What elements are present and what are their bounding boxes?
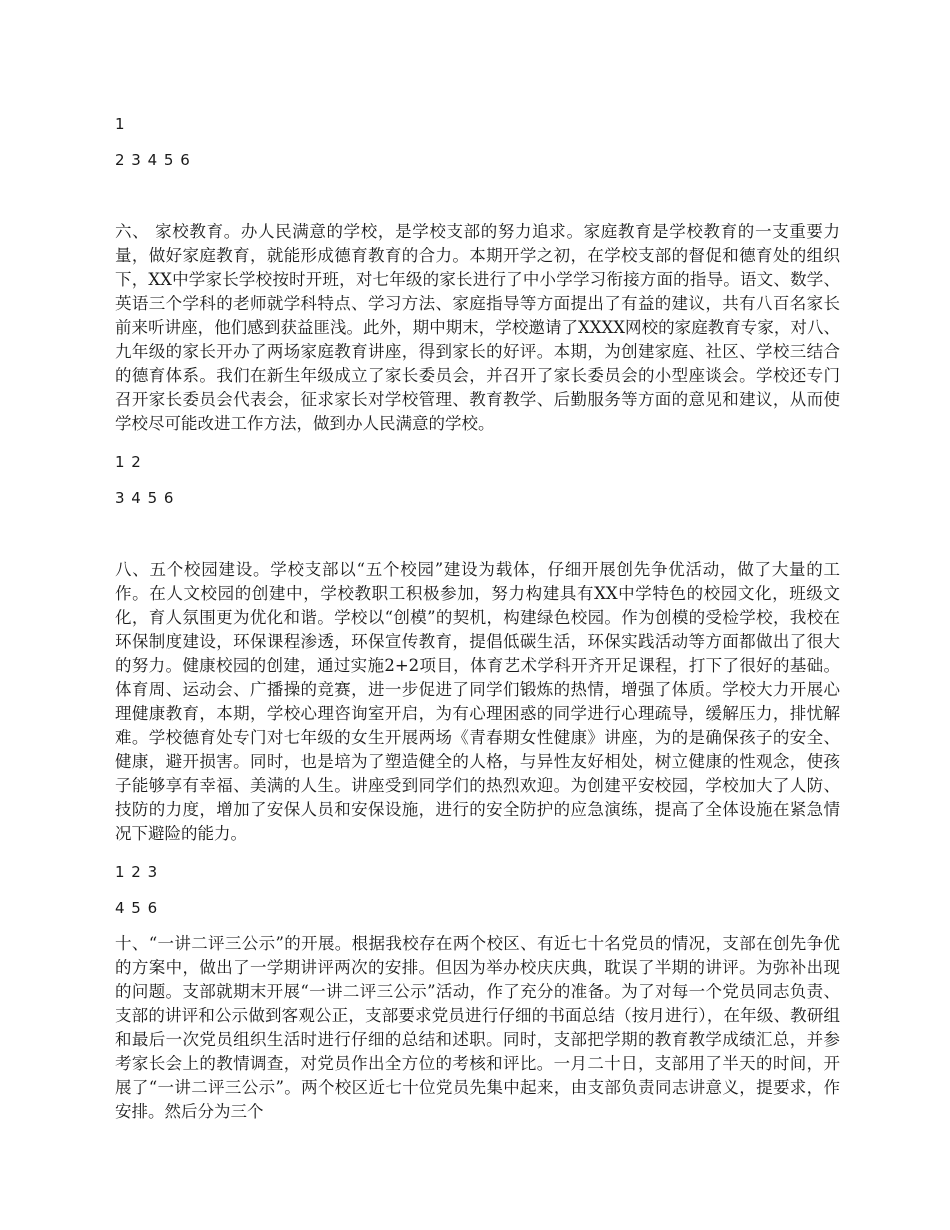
paragraph-home-school-education: 六、 家校教育。办人民满意的学校，是学校支部的努力追求。家庭教育是学校教育的一支重要力量，做好家庭教育，就能形成德育教育的合力。本期开学之初，在学校支部的督促和德育处的组织下，XX中学家长学校按时开班，对七年级的家长进行了中小学学习衔接方面的指导。语文、数学、英语三个学科的老师就学科特点、学习方法、家庭指导等方面提出了有益的建议，共有八百名家长前来听讲座，他们感到获益匪浅。此外，期中期末，学校邀请了XXXX网校的家庭教育专家，对八、九年级的家长开办了两场家庭教育讲座，得到家长的好评。本期，为创建家庭、社区、学校三结合的德育体系。我们在新生年级成立了家长委员会，并召开了家长委员会的小型座谈会。学校还专门召开家长委员会代表会，征求家长对学校管理、教育教学、后勤服务等方面的意见和建议，从而使学校尽可能改进工作方法，做到办人民满意的学校。 <box>115 222 840 433</box>
number-line: 2 3 4 5 6 <box>115 151 191 169</box>
number-line: 1 <box>115 115 126 133</box>
number-line: 1 2 3 <box>115 863 159 881</box>
paragraph-one-lecture-two-reviews: 十、“一讲二评三公示”的开展。根据我校存在两个校区、有近七十名党员的情况，支部在创先争优的方案中，做出了一学期讲评两次的安排。但因为举办校庆庆典，耽误了半期的讲评。为弥补出现的问题。支部就期末开展“一讲二评三公示”活动，作了充分的准备。为了对每一个党员同志负责、支部的讲评和公示做到客观公正，支部要求党员进行仔细的书面总结（按月进行），在年级、教研组和最后一次党员组织生活时进行仔细的总结和述职。同时，支部把学期的教育教学成绩汇总，并参考家长会上的教情调查，对党员作出全方位的考核和评比。一月二十日，支部用了半天的时间，开展了“一讲二评三公示”。两个校区近七十位党员先集中起来，由支部负责同志讲意义，提要求，作安排。然后分为三个 <box>115 934 840 1121</box>
paragraph-five-campus-construction: 八、五个校园建设。学校支部以“五个校园”建设为载体，仔细开展创先争优活动，做了大量的工作。在人文校园的创建中，学校教职工积极参加，努力构建具有XX中学特色的校园文化，班级文化，育人氛围更为优化和谐。学校以“创模”的契机，构建绿色校园。作为创模的受检学校，我校在环保制度建设，环保课程渗透，环保宣传教育，提倡低碳生活，环保实践活动等方面都做出了很大的努力。健康校园的创建，通过实施2+2项目，体育艺术学科开齐开足课程，打下了很好的基础。体育周、运动会、广播操的竞赛，进一步促进了同学们锻炼的热情，增强了体质。学校大力开展心理健康教育，本期，学校心理咨询室开启，为有心理困惑的同学进行心理疏导，缓解压力，排忧解难。学校德育处专门对七年级的女生开展两场《青春期女性健康》讲座，为的是确保孩子的安全、健康，避开损害。同时，也是培为了塑造健全的人格，与异性友好相处，树立健康的性观念，使孩子能够享有幸福、美满的人生。讲座受到同学们的热烈欢迎。为创建平安校园，学校加大了人防、技防的力度，增加了安保人员和安保设施，进行的安全防护的应急演练，提高了全体设施在紧急情况下避险的能力。 <box>115 560 840 843</box>
number-line: 4 5 6 <box>115 899 159 917</box>
number-line: 3 4 5 6 <box>115 489 175 507</box>
number-line: 1 2 <box>115 453 142 471</box>
document-page <box>115 112 840 1124</box>
